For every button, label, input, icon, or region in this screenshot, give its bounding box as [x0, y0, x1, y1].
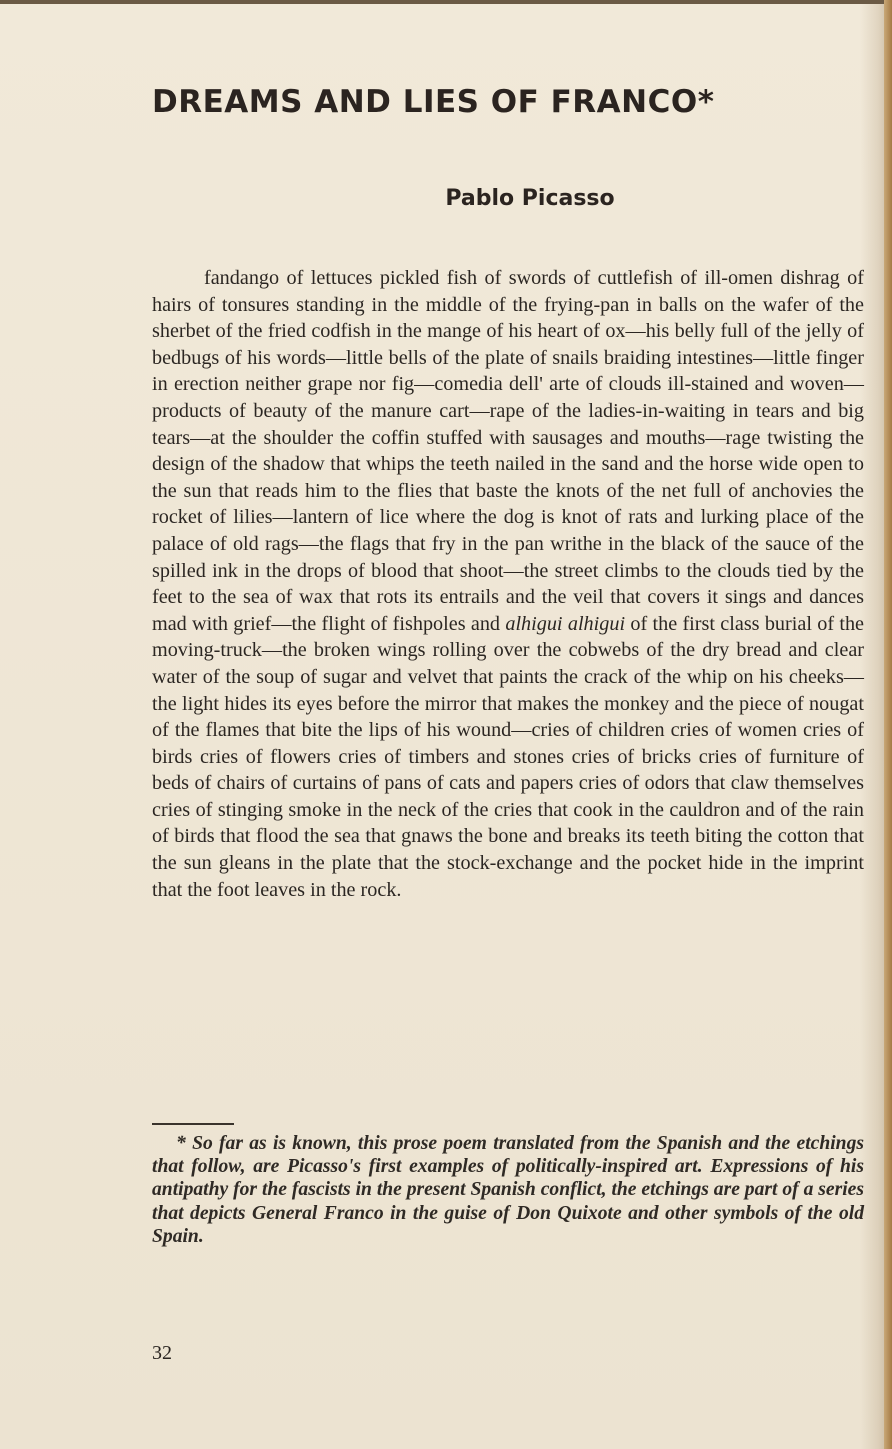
poem-italic-phrase: alhigui alhigui — [505, 612, 626, 635]
poem-text-part-1: fandango of lettuces pickled fish of swords of cuttlefish of ill-omen dishrag of hairs of tonsures standing in the middle of the frying-pan in balls on the wafer of the sherbet of the fried codfish in the mange of his heart of ox—his belly full of the jelly of bedbugs of his words—little bells of the plate of snails braiding intestines—little finger in erection neither grape nor fig—comedia dell' arte of clouds ill-stained and woven—products of beauty of the manure cart—rape of the ladies-in-waiting in tears and big tears—at the shoulder the coffin stuffed with sausages and mouths—rage twisting the design of the shadow that whips the teeth nailed in the sand and the horse wide open to the sun that reads him to the flies that baste the knots of the net full of anchovies the rocket of lilies—lantern of lice where the dog is knot of rats and lurking place of the palace of old rags—the flags that fry in the pan writhe in the black of the sauce of the spilled ink in the drops of blood that shoot—the street climbs to the clouds tied by the feet to the sea of wax that rots its entrails and the veil that covers it sings and dances mad with grief—the flight of fishpoles and — [152, 267, 864, 635]
poem-text-part-2: of the first class burial of the moving-truck—the broken wings rolling over the cobwebs of the dry bread and clear water of the soup of sugar and velvet that paints the crack of the whip on his cheeks—the light hides its eyes before the mirror that makes the monkey and the piece of nougat of the flames that bite the lips of his wound—cries of children cries of women cries of birds cries of flowers cries of timbers and stones cries of bricks cries of furniture of beds of chairs of curtains of pans of cats and papers cries of odors that claw themselves cries of stinging smoke in the neck of the cries that cook in the cauldron and of the rain of birds that flood the sea that gnaws the bone and breaks its teeth biting the cotton that the sun gleans in the plate that the stock-exchange and the pocket hide in the imprint that the foot leaves in the rock. — [152, 612, 865, 901]
article-author: Pablo Picasso — [445, 186, 615, 211]
footnote: * So far as is known, this prose poem translated from the Spanish and the etchings that follow, are Picasso's first examples of politically-inspired art. Expressions of his antipathy for the fascists in the present Spanish conflict, the etchings are part of a series that depicts General Franco in the guise of Don Quixote and other symbols of the old Spain. — [152, 1133, 864, 1247]
footnote-divider — [152, 1123, 234, 1125]
page-number: 32 — [152, 1342, 172, 1364]
page-binding-edge — [884, 0, 892, 1449]
page-top-edge — [0, 0, 892, 4]
article-title: DREAMS AND LIES OF FRANCO* — [152, 84, 715, 120]
poem-body — [152, 265, 864, 903]
